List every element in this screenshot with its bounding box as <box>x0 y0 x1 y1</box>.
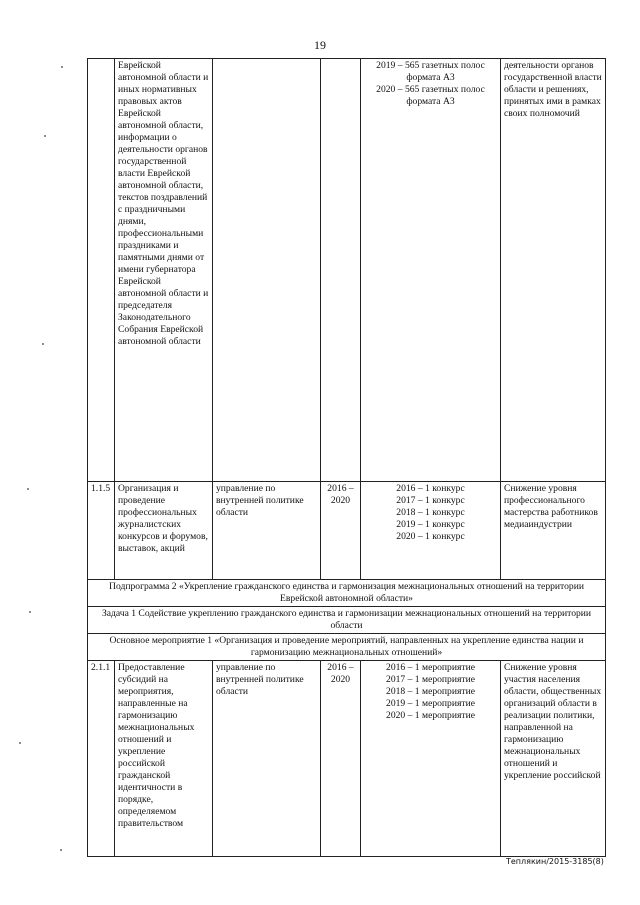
program-activities-table <box>87 58 606 857</box>
indicator-line: 2018 – 1 конкурс <box>396 507 465 518</box>
indicator-line: 2019 – 565 газетных полос формата А3 <box>376 60 485 83</box>
page-number: 19 <box>314 38 326 52</box>
table-row-1-1-5 <box>88 482 606 580</box>
indicator-line: 2020 – 1 мероприятие <box>386 710 475 721</box>
cell-num: 1.1.5 <box>88 482 115 580</box>
scan-speck <box>27 488 29 490</box>
indicator-line: 2016 – 1 конкурс <box>396 483 465 494</box>
cell-activity-name: Предоставление субсидий на мероприятия, направленные на гармонизацию межнациональных отношений и укрепление российской гражданской идентичности в порядке, определяемом правительством <box>115 661 213 857</box>
cell-executor: управление по внутренней политике области <box>213 661 321 857</box>
main-activity-1-title: Основное мероприятие 1 «Организация и проведение мероприятий, направленных на укрепление единства нации и гармонизацию межнациональных отношений» <box>88 634 606 661</box>
scan-speck <box>42 343 44 345</box>
table-row-2-1-1 <box>88 661 606 857</box>
indicator-line: 2017 – 1 конкурс <box>396 495 465 506</box>
indicator-line: 2019 – 1 мероприятие <box>386 698 475 709</box>
scan-speck <box>61 66 63 68</box>
subprogram-heading-row <box>88 580 606 607</box>
cell-indicators <box>361 482 501 580</box>
subprogram-2-title: Подпрограмма 2 «Укрепление гражданского единства и гармонизация межнациональных отношений на территории Еврейской автономной области» <box>88 580 606 607</box>
cell-num-empty <box>88 59 115 482</box>
cell-result: Снижение уровня профессионального мастерства работников медиаиндустрии <box>501 482 606 580</box>
task-heading-row <box>88 607 606 634</box>
document-stamp: Теплякин/2015-3185(8) <box>506 857 604 866</box>
cell-executor-empty <box>213 59 321 482</box>
indicator-line: 2018 – 1 мероприятие <box>386 686 475 697</box>
indicator-line: 2019 – 1 конкурс <box>396 519 465 530</box>
table-row-continuation <box>88 59 606 482</box>
cell-period-empty <box>321 59 361 482</box>
cell-activity-name: Еврейской автономной области и иных нормативных правовых актов Еврейской автономной области, информации о деятельности органов государственной власти Еврейской автономной области, текстов поздравлений с праздничными днями, профессиональными праздниками и памятными днями от имени губернатора Еврейской автономной области и председателя Законодательного Собрания Еврейской автономной области <box>115 59 213 482</box>
cell-result: Снижение уровня участия населения области, общественных организаций области в реализации политики, направленной на гармонизацию межнациональных отношений и укрепление российской <box>501 661 606 857</box>
cell-indicators <box>361 661 501 857</box>
indicator-line: 2016 – 1 мероприятие <box>386 662 475 673</box>
scan-speck <box>19 742 21 744</box>
cell-indicators <box>361 59 501 482</box>
cell-num: 2.1.1 <box>88 661 115 857</box>
scan-speck <box>29 611 31 613</box>
main-activity-heading-row <box>88 634 606 661</box>
indicator-line: 2020 – 1 конкурс <box>396 531 465 542</box>
cell-period: 2016 – 2020 <box>321 482 361 580</box>
indicator-line: 2017 – 1 мероприятие <box>386 674 475 685</box>
scan-speck <box>44 135 46 137</box>
cell-result: деятельности органов государственной власти области и решениях, принятых ими в рамках своих полномочий <box>501 59 606 482</box>
cell-activity-name: Организация и проведение профессиональных журналистских конкурсов и форумов, выставок, акций <box>115 482 213 580</box>
scan-speck <box>60 849 62 851</box>
task-1-title: Задача 1 Содействие укреплению гражданского единства и гармонизации межнациональных отношений на территории области <box>88 607 606 634</box>
indicator-line: 2020 – 565 газетных полос формата А3 <box>376 84 485 107</box>
cell-period: 2016 – 2020 <box>321 661 361 857</box>
cell-executor: управление по внутренней политике области <box>213 482 321 580</box>
